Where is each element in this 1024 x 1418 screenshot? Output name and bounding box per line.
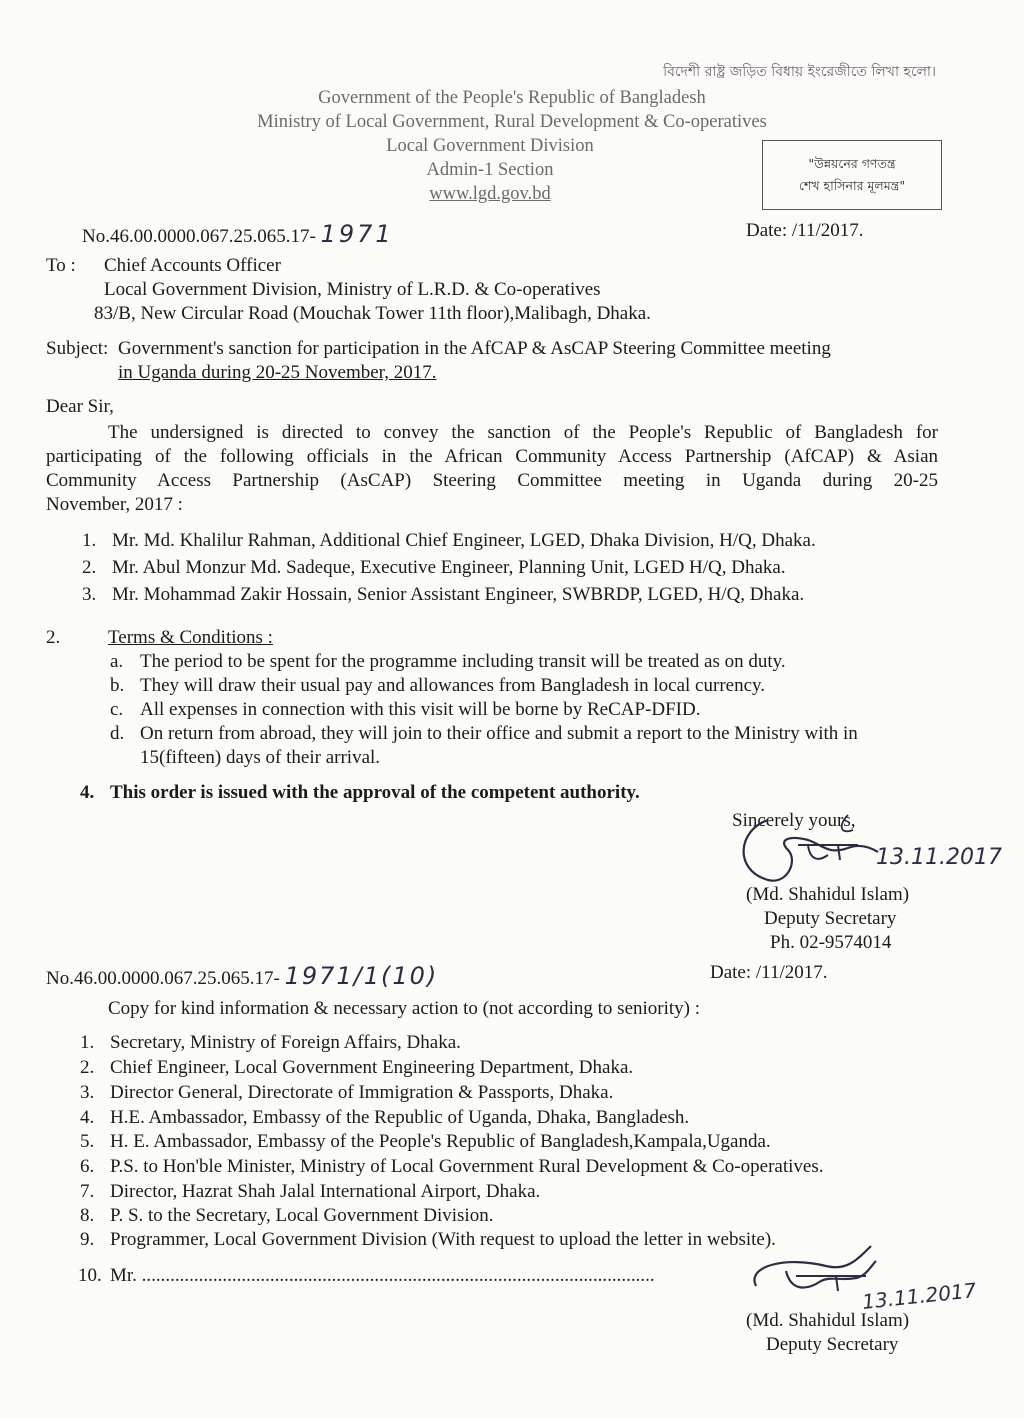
term-d: On return from abroad, they will join to their office and submit a report to the Ministry with in xyxy=(140,723,858,744)
terms-number: 2. xyxy=(46,627,61,648)
copy-5: H. E. Ambassador, Embassy of the People's Republic of Bangladesh,Kampala,Uganda. xyxy=(110,1131,771,1152)
term-c: All expenses in connection with this visit will be borne by ReCAP-DFID. xyxy=(140,699,701,720)
term-d-letter: d. xyxy=(110,723,125,744)
body-line-3: Community Access Partnership (AsCAP) Steering Committee meeting in Uganda during 20-25 xyxy=(46,470,938,491)
copy-3: Director General, Directorate of Immigration & Passports, Dhaka. xyxy=(110,1082,614,1103)
term-d-continued: 15(fifteen) days of their arrival. xyxy=(140,747,381,768)
copy-intro: Copy for kind information & necessary action to (not according to seniority) : xyxy=(108,998,701,1019)
copy-4: H.E. Ambassador, Embassy of the Republic of Uganda, Dhaka, Bangladesh. xyxy=(110,1107,690,1128)
copy-7: Director, Hazrat Shah Jalal International Airport, Dhaka. xyxy=(110,1181,541,1202)
memo-number xyxy=(82,220,394,248)
official-3-number: 3. xyxy=(82,584,97,605)
to-line-2: Local Government Division, Ministry of L.R.D. & Co-operatives xyxy=(104,279,601,300)
to-label: To : xyxy=(46,255,76,276)
copy-8: P. S. to the Secretary, Local Government Division. xyxy=(110,1205,494,1226)
official-1: Mr. Md. Khalilur Rahman, Additional Chief Engineer, LGED, Dhaka Division, H/Q, Dhaka. xyxy=(112,530,816,551)
memo-2-number-text: No.46.00.0000.067.25.065.17- xyxy=(46,968,280,989)
term-b: They will draw their usual pay and allowances from Bangladesh in local currency. xyxy=(140,675,766,696)
signatory-1-title: Deputy Secretary xyxy=(764,908,897,929)
signatory-2-title: Deputy Secretary xyxy=(766,1334,899,1355)
term-a: The period to be spent for the programme including transit will be treated as on duty. xyxy=(140,651,786,672)
subject-line-1: Government's sanction for participation in the AfCAP & AsCAP Steering Committee meeting xyxy=(118,338,831,359)
copy-6: P.S. to Hon'ble Minister, Ministry of Local Government Rural Development & Co-operatives. xyxy=(110,1156,824,1177)
copy-10: Mr. ............................................................................................................ xyxy=(110,1265,655,1286)
approval-statement: This order is issued with the approval of the competent authority. xyxy=(110,782,640,803)
terms-title: Terms & Conditions : xyxy=(108,627,273,648)
memo-2-date: Date: /11/2017. xyxy=(710,962,828,983)
body-line-4: November, 2017 : xyxy=(46,494,183,515)
letterhead-ministry: Ministry of Local Government, Rural Development & Co-operatives xyxy=(257,112,767,132)
salutation: Dear Sir, xyxy=(46,396,114,417)
term-b-letter: b. xyxy=(110,675,125,696)
memo-2-number xyxy=(46,962,438,990)
official-3: Mr. Mohammad Zakir Hossain, Senior Assistant Engineer, SWBRDP, LGED, H/Q, Dhaka. xyxy=(112,584,805,605)
signatory-2-name: (Md. Shahidul Islam) xyxy=(746,1310,910,1331)
term-c-letter: c. xyxy=(110,699,124,720)
language-note: বিদেশী রাষ্ট্র জড়িত বিধায় ইংরেজীতে লিখা হলো। xyxy=(663,64,936,80)
letterhead-section: Admin-1 Section xyxy=(426,160,554,180)
memo-number-text: No.46.00.0000.067.25.065.17- xyxy=(82,226,316,247)
slogan-line-1: "উন্নয়নের গণতন্ত্র xyxy=(808,156,896,171)
copy-5-number: 5. xyxy=(80,1131,95,1152)
copy-9: Programmer, Local Government Division (With request to upload the letter in website). xyxy=(110,1229,776,1250)
to-line-1: Chief Accounts Officer xyxy=(104,255,281,276)
signatory-1-phone: Ph. 02-9574014 xyxy=(770,932,892,953)
official-2-number: 2. xyxy=(82,557,97,578)
copy-4-number: 4. xyxy=(80,1107,95,1128)
term-a-letter: a. xyxy=(110,651,124,672)
copy-9-number: 9. xyxy=(80,1229,95,1250)
closing: Sincerely yours, xyxy=(732,810,856,831)
to-line-3: 83/B, New Circular Road (Mouchak Tower 11th floor),Malibagh, Dhaka. xyxy=(94,303,651,324)
memo-date: Date: /11/2017. xyxy=(746,220,864,241)
subject-line-2: in Uganda during 20-25 November, 2017. xyxy=(118,362,437,383)
signatory-1-name: (Md. Shahidul Islam) xyxy=(746,884,910,905)
slogan-box xyxy=(762,140,942,210)
letterhead-division: Local Government Division xyxy=(386,136,594,156)
copy-1: Secretary, Ministry of Foreign Affairs, Dhaka. xyxy=(110,1032,461,1053)
letterhead-government: Government of the People's Republic of Bangladesh xyxy=(318,88,706,108)
copy-1-number: 1. xyxy=(80,1032,95,1053)
copy-2-number: 2. xyxy=(80,1057,95,1078)
slogan-line-2: শেখ হাসিনার মূলমন্ত্র" xyxy=(798,178,906,193)
official-1-number: 1. xyxy=(82,530,97,551)
official-2: Mr. Abul Monzur Md. Sadeque, Executive Engineer, Planning Unit, LGED H/Q, Dhaka. xyxy=(112,557,786,578)
copy-8-number: 8. xyxy=(80,1205,95,1226)
signature-1-date: 13.11.2017 xyxy=(876,845,1002,870)
copy-6-number: 6. xyxy=(80,1156,95,1177)
memo-2-handwritten-number: 1971/1(10) xyxy=(284,962,439,990)
body-line-2: participating of the following officials in the African Community Access Partnership (AfCAP) & Asian xyxy=(46,446,938,467)
copy-3-number: 3. xyxy=(80,1082,95,1103)
copy-2: Chief Engineer, Local Government Engineering Department, Dhaka. xyxy=(110,1057,634,1078)
letterhead-website: www.lgd.gov.bd xyxy=(429,184,551,204)
body-line-1: The undersigned is directed to convey the sanction of the People's Republic of Bangladesh for xyxy=(108,422,938,443)
copy-7-number: 7. xyxy=(80,1181,95,1202)
approval-number: 4. xyxy=(80,782,95,803)
signature-2-date: 13.11.2017 xyxy=(861,1278,978,1314)
memo-handwritten-number: 1971 xyxy=(320,220,394,248)
subject-label: Subject: xyxy=(46,338,109,359)
copy-10-number: 10. xyxy=(78,1265,102,1286)
